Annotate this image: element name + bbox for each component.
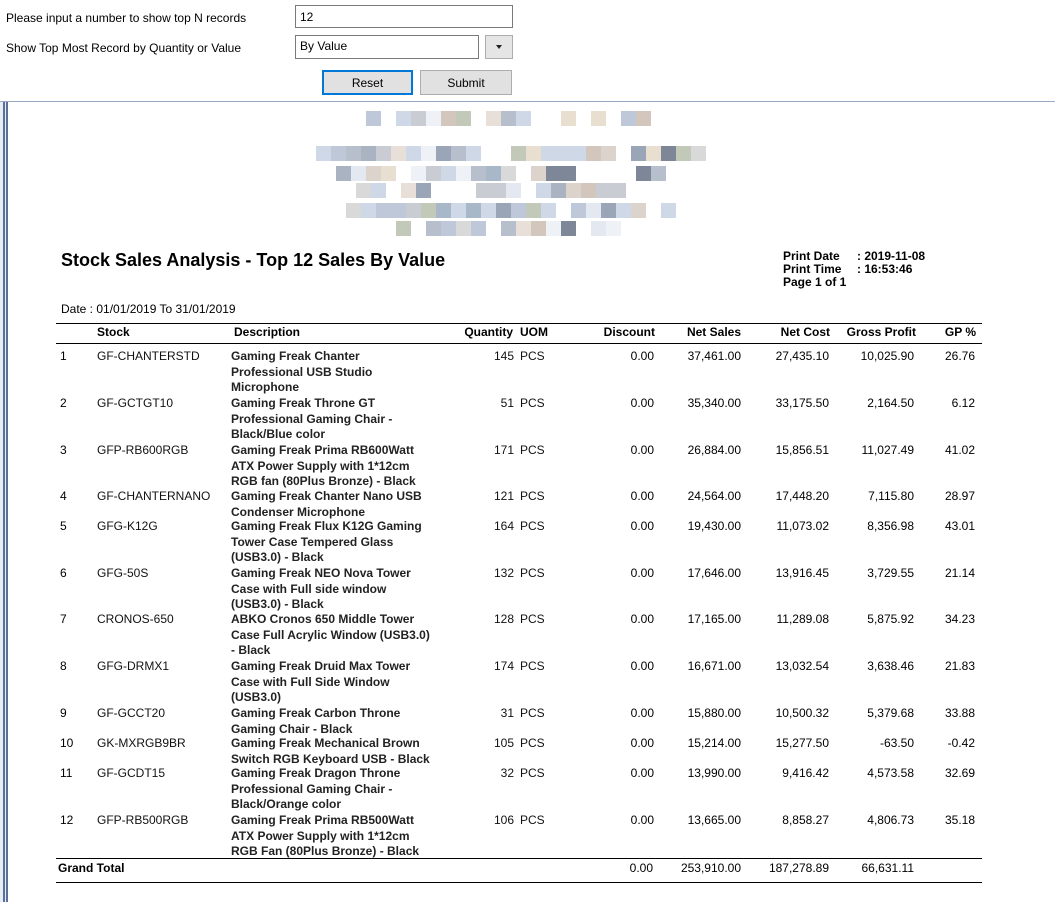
row-description-line: ATX Power Supply with 1*12cm bbox=[231, 828, 410, 843]
row-description-line: - Black bbox=[231, 643, 271, 657]
row-description-line: Case Full Acrylic Window (USB3.0) bbox=[231, 627, 430, 642]
col-discount: Discount bbox=[603, 325, 655, 339]
row-uom: PCS bbox=[520, 766, 545, 780]
row-description-line: RGB Fan (80Plus Bronze) - Black bbox=[231, 844, 420, 858]
row-discount: 0.00 bbox=[630, 443, 654, 457]
chevron-down-icon bbox=[496, 45, 502, 49]
grand-total-label: Grand Total bbox=[58, 861, 125, 875]
total-discount: 0.00 bbox=[629, 861, 653, 875]
mode-select[interactable]: By Value bbox=[295, 35, 479, 59]
col-gross-profit: Gross Profit bbox=[846, 325, 916, 339]
row-stock: GK-MXRGB9BR bbox=[97, 736, 186, 750]
page-number: Page 1 of 1 bbox=[783, 275, 847, 289]
row-description-line: (USB3.0) - Black bbox=[231, 550, 324, 564]
row-description-line: RGB fan (80Plus Bronze) - Black bbox=[231, 474, 416, 488]
row-gp-percent: 33.88 bbox=[944, 706, 975, 720]
company-logo bbox=[316, 111, 716, 251]
col-uom: UOM bbox=[520, 325, 548, 339]
row-gp-percent: 35.18 bbox=[944, 813, 975, 827]
row-number: 3 bbox=[60, 443, 67, 457]
row-quantity: 128 bbox=[493, 612, 514, 626]
row-description-line: Case with Full side window bbox=[231, 581, 387, 596]
row-description-line: Black/Orange color bbox=[231, 797, 342, 811]
table-total-rule bbox=[56, 858, 982, 859]
row-description-line: Gaming Freak Mechanical Brown bbox=[231, 736, 420, 750]
row-stock: GF-GCCT20 bbox=[97, 706, 166, 720]
row-gp-percent: 6.12 bbox=[951, 396, 975, 410]
row-stock: GF-GCTGT10 bbox=[97, 396, 174, 410]
row-description-line: Gaming Freak Carbon Throne bbox=[231, 706, 401, 720]
row-net-sales: 15,214.00 bbox=[687, 736, 741, 750]
print-info bbox=[783, 250, 925, 289]
report-parameters-form bbox=[0, 0, 1055, 100]
table-bottom-rule bbox=[56, 882, 982, 883]
row-discount: 0.00 bbox=[630, 489, 654, 503]
row-number: 6 bbox=[60, 566, 67, 580]
row-description-line: Case with Full Side Window bbox=[231, 674, 390, 689]
row-number: 8 bbox=[60, 659, 67, 673]
row-gp-percent: 26.76 bbox=[944, 349, 975, 363]
row-description-line: Gaming Freak NEO Nova Tower bbox=[231, 566, 411, 580]
row-stock: GFG-K12G bbox=[97, 519, 158, 533]
row-description-line: Professional Gaming Chair - bbox=[231, 411, 393, 426]
col-description: Description bbox=[234, 325, 301, 339]
row-gp-percent: -0.42 bbox=[947, 736, 975, 750]
total-net-cost: 187,278.89 bbox=[768, 861, 829, 875]
table-top-rule bbox=[56, 323, 982, 324]
row-number: 11 bbox=[60, 766, 73, 780]
row-description-line: Black/Blue color bbox=[231, 427, 326, 441]
row-number: 1 bbox=[60, 349, 67, 363]
row-net-sales: 13,990.00 bbox=[687, 766, 741, 780]
row-stock: GFG-DRMX1 bbox=[97, 659, 169, 673]
row-gross-profit: 4,573.58 bbox=[867, 766, 914, 780]
row-stock: CRONOS-650 bbox=[97, 612, 174, 626]
viewer-frame-edge bbox=[0, 102, 8, 902]
row-uom: PCS bbox=[520, 736, 545, 750]
row-discount: 0.00 bbox=[630, 736, 654, 750]
row-net-cost: 15,277.50 bbox=[775, 736, 829, 750]
row-net-cost: 33,175.50 bbox=[775, 396, 829, 410]
row-net-cost: 11,289.08 bbox=[776, 612, 829, 626]
row-description-line: Gaming Freak Chanter Nano USB bbox=[231, 489, 422, 503]
row-gp-percent: 34.23 bbox=[944, 612, 975, 626]
row-net-cost: 13,032.54 bbox=[775, 659, 829, 673]
col-gp-percent: GP % bbox=[944, 325, 976, 339]
row-description-line: Gaming Freak Druid Max Tower bbox=[231, 659, 411, 673]
topn-input[interactable] bbox=[295, 5, 513, 28]
row-discount: 0.00 bbox=[630, 706, 654, 720]
row-uom: PCS bbox=[520, 489, 545, 503]
row-uom: PCS bbox=[520, 612, 545, 626]
row-quantity: 51 bbox=[500, 396, 514, 410]
row-quantity: 164 bbox=[493, 519, 514, 533]
mode-dropdown-button[interactable] bbox=[485, 35, 513, 59]
row-net-sales: 35,340.00 bbox=[687, 396, 741, 410]
row-description-line: Gaming Chair - Black bbox=[231, 721, 353, 736]
row-gross-profit: 11,027.49 bbox=[861, 443, 914, 457]
row-discount: 0.00 bbox=[630, 349, 654, 363]
row-gp-percent: 32.69 bbox=[944, 766, 975, 780]
row-net-cost: 10,500.32 bbox=[775, 706, 829, 720]
row-quantity: 105 bbox=[493, 736, 514, 750]
row-gp-percent: 41.02 bbox=[944, 443, 975, 457]
row-net-sales: 17,646.00 bbox=[687, 566, 741, 580]
row-description-line: Condenser Microphone bbox=[231, 504, 366, 519]
row-net-sales: 15,880.00 bbox=[687, 706, 741, 720]
row-gross-profit: -63.50 bbox=[879, 736, 914, 750]
table-header-rule bbox=[56, 343, 982, 344]
row-description-line: (USB3.0) - Black bbox=[231, 597, 324, 611]
row-quantity: 174 bbox=[493, 659, 514, 673]
row-number: 7 bbox=[60, 612, 67, 626]
row-uom: PCS bbox=[520, 706, 545, 720]
topn-label: Please input a number to show top N records bbox=[6, 11, 247, 25]
row-number: 12 bbox=[60, 813, 74, 827]
row-gross-profit: 5,875.92 bbox=[867, 612, 914, 626]
row-gross-profit: 4,806.73 bbox=[867, 813, 914, 827]
row-gp-percent: 43.01 bbox=[944, 519, 975, 533]
row-description-line: Professional Gaming Chair - bbox=[231, 781, 393, 796]
row-net-sales: 26,884.00 bbox=[687, 443, 741, 457]
row-description-line: Professional USB Studio bbox=[231, 364, 373, 379]
row-net-cost: 11,073.02 bbox=[776, 519, 829, 533]
row-quantity: 106 bbox=[493, 813, 514, 827]
row-quantity: 171 bbox=[493, 443, 514, 457]
row-description-line: (USB3.0) bbox=[231, 690, 282, 704]
row-description-line: Gaming Freak Dragon Throne bbox=[231, 766, 401, 780]
row-description-line: Gaming Freak Chanter bbox=[231, 349, 360, 363]
row-net-sales: 19,430.00 bbox=[687, 519, 741, 533]
row-net-sales: 13,665.00 bbox=[687, 813, 741, 827]
row-quantity: 32 bbox=[500, 766, 514, 780]
row-stock: GF-CHANTERNANO bbox=[97, 489, 211, 503]
row-quantity: 31 bbox=[500, 706, 514, 720]
row-number: 5 bbox=[60, 519, 67, 533]
col-net-sales: Net Sales bbox=[686, 325, 741, 339]
row-uom: PCS bbox=[520, 519, 545, 533]
row-uom: PCS bbox=[520, 566, 545, 580]
row-quantity: 121 bbox=[493, 489, 514, 503]
submit-button[interactable]: Submit bbox=[420, 70, 512, 95]
row-discount: 0.00 bbox=[630, 519, 654, 533]
row-quantity: 145 bbox=[493, 349, 514, 363]
print-date-label: Print Date bbox=[783, 249, 840, 263]
row-net-cost: 9,416.42 bbox=[782, 766, 829, 780]
row-net-sales: 16,671.00 bbox=[687, 659, 741, 673]
row-net-sales: 17,165.00 bbox=[687, 612, 741, 626]
row-discount: 0.00 bbox=[630, 659, 654, 673]
print-time-label: Print Time bbox=[783, 262, 842, 276]
row-number: 10 bbox=[60, 736, 74, 750]
total-gross-profit: 66,631.11 bbox=[861, 861, 914, 875]
row-stock: GF-CHANTERSTD bbox=[97, 349, 200, 363]
row-uom: PCS bbox=[520, 659, 545, 673]
row-gross-profit: 7,115.80 bbox=[868, 489, 914, 503]
row-number: 2 bbox=[60, 396, 67, 410]
row-gross-profit: 5,379.68 bbox=[867, 706, 914, 720]
print-date: : 2019-11-08 bbox=[857, 249, 926, 263]
row-discount: 0.00 bbox=[630, 612, 654, 626]
row-discount: 0.00 bbox=[630, 566, 654, 580]
row-net-sales: 24,564.00 bbox=[687, 489, 741, 503]
row-description-line: Gaming Freak Prima RB500Watt bbox=[231, 813, 414, 827]
row-description-line: ABKO Cronos 650 Middle Tower bbox=[231, 612, 415, 626]
row-gross-profit: 8,356.98 bbox=[867, 519, 914, 533]
date-range: Date : 01/01/2019 To 31/01/2019 bbox=[61, 302, 236, 316]
row-gp-percent: 28.97 bbox=[944, 489, 975, 503]
row-gross-profit: 10,025.90 bbox=[860, 349, 914, 363]
row-net-cost: 27,435.10 bbox=[775, 349, 829, 363]
row-description-line: Gaming Freak Flux K12G Gaming bbox=[231, 519, 422, 533]
row-stock: GFP-RB600RGB bbox=[97, 443, 189, 457]
reset-button[interactable]: Reset bbox=[322, 70, 413, 95]
row-gross-profit: 2,164.50 bbox=[867, 396, 914, 410]
print-time: : 16:53:46 bbox=[857, 262, 913, 276]
row-gross-profit: 3,638.46 bbox=[867, 659, 914, 673]
row-discount: 0.00 bbox=[630, 766, 654, 780]
col-net-cost: Net Cost bbox=[780, 325, 830, 339]
row-stock: GFP-RB500RGB bbox=[97, 813, 189, 827]
row-number: 9 bbox=[60, 706, 67, 720]
row-description-line: Gaming Freak Prima RB600Watt bbox=[231, 443, 414, 457]
row-net-cost: 8,858.27 bbox=[782, 813, 829, 827]
mode-label: Show Top Most Record by Quantity or Value bbox=[6, 41, 242, 55]
row-net-cost: 17,448.20 bbox=[775, 489, 829, 503]
report-title: Stock Sales Analysis - Top 12 Sales By Value bbox=[61, 250, 446, 270]
row-number: 4 bbox=[60, 489, 67, 503]
col-stock: Stock bbox=[97, 325, 130, 339]
row-stock: GFG-50S bbox=[97, 566, 149, 580]
row-net-cost: 15,856.51 bbox=[775, 443, 829, 457]
row-net-cost: 13,916.45 bbox=[775, 566, 829, 580]
row-gross-profit: 3,729.55 bbox=[867, 566, 914, 580]
total-net-sales: 253,910.00 bbox=[680, 861, 741, 875]
row-uom: PCS bbox=[520, 396, 545, 410]
row-gp-percent: 21.83 bbox=[944, 659, 975, 673]
row-uom: PCS bbox=[520, 443, 545, 457]
row-uom: PCS bbox=[520, 349, 545, 363]
row-discount: 0.00 bbox=[630, 813, 654, 827]
row-net-sales: 37,461.00 bbox=[687, 349, 741, 363]
row-stock: GF-GCDT15 bbox=[97, 766, 166, 780]
row-uom: PCS bbox=[520, 813, 545, 827]
row-gp-percent: 21.14 bbox=[944, 566, 975, 580]
row-description-line: Tower Case Tempered Glass bbox=[231, 534, 394, 549]
row-description-line: Microphone bbox=[231, 380, 299, 394]
row-description-line: Gaming Freak Throne GT bbox=[231, 396, 376, 410]
row-description-line: ATX Power Supply with 1*12cm bbox=[231, 458, 410, 473]
row-discount: 0.00 bbox=[630, 396, 654, 410]
row-quantity: 132 bbox=[493, 566, 514, 580]
row-description-line: Switch RGB Keyboard USB - Black bbox=[231, 751, 430, 766]
col-quantity: Quantity bbox=[464, 325, 513, 339]
